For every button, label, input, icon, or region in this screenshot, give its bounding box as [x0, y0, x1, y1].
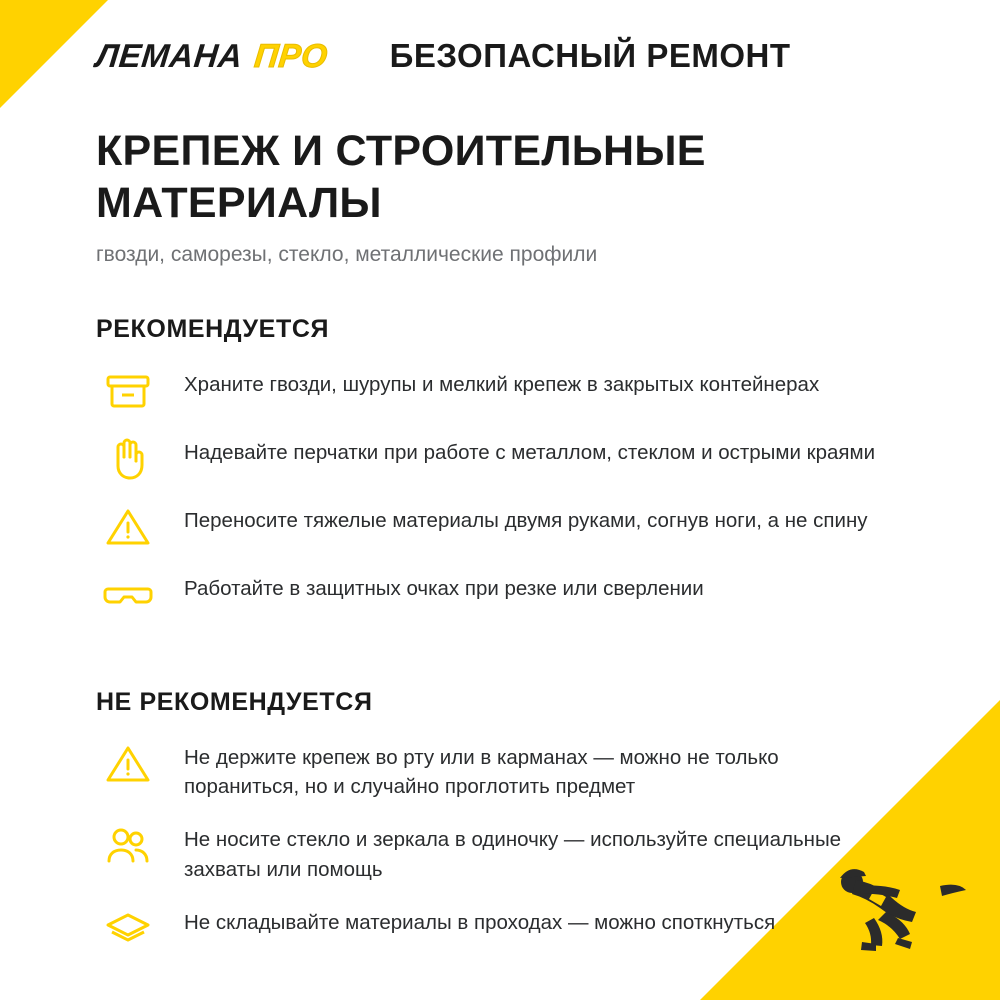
- stacked-layers-icon: [96, 906, 160, 952]
- list-item: [96, 572, 916, 618]
- section-recommended: [96, 315, 916, 618]
- page-subtitle: гвозди, саморезы, стекло, металлические профили: [96, 243, 598, 267]
- list-item-text: Не держите крепеж во рту или в карманах — можно не только пораниться, но и случайно проглотить предмет: [184, 746, 779, 799]
- list-item-text: Переносите тяжелые материалы двумя руками, согнув ноги, а не спину: [184, 509, 868, 533]
- section-heading-not-recommended: НЕ РЕКОМЕНДУЕТСЯ: [96, 688, 373, 717]
- header-title: БЕЗОПАСНЫЙ РЕМОНТ: [389, 37, 791, 74]
- brand-logo-secondary: ПРО: [252, 37, 330, 74]
- list-item-text: Работайте в защитных очках при резке или сверлении: [184, 577, 704, 601]
- list-item: [96, 504, 916, 550]
- safety-goggles-icon: [96, 572, 160, 618]
- brand-logo-primary: ЛЕМАНА: [94, 37, 245, 74]
- warning-triangle-icon: [96, 504, 160, 550]
- list-item: [96, 368, 916, 414]
- list-item-text: Надевайте перчатки при работе с металлом, стеклом и острыми краями: [184, 441, 876, 465]
- running-worker-mascot: [790, 842, 970, 962]
- list-item-text: Не носите стекло и зеркала в одиночку — используйте специальные захваты или помощь: [184, 828, 842, 881]
- list-item-text: Храните гвозди, шурупы и мелкий крепеж в закрытых контейнерах: [184, 373, 820, 397]
- list-item-text: Не складывайте материалы в проходах — можно споткнуться: [184, 910, 776, 934]
- two-people-icon: [96, 823, 160, 869]
- list-item: [96, 741, 916, 801]
- warning-triangle-icon: [96, 741, 160, 787]
- section-heading-recommended: РЕКОМЕНДУЕТСЯ: [96, 315, 330, 344]
- list-item: [96, 436, 916, 482]
- glove-hand-icon: [96, 436, 160, 482]
- recommended-list: [96, 368, 916, 618]
- page-header: [0, 0, 1000, 112]
- page-title: КРЕПЕЖ И СТРОИТЕЛЬНЫЕ МАТЕРИАЛЫ: [96, 127, 706, 227]
- brand-logo: [94, 37, 330, 75]
- box-icon: [96, 368, 160, 414]
